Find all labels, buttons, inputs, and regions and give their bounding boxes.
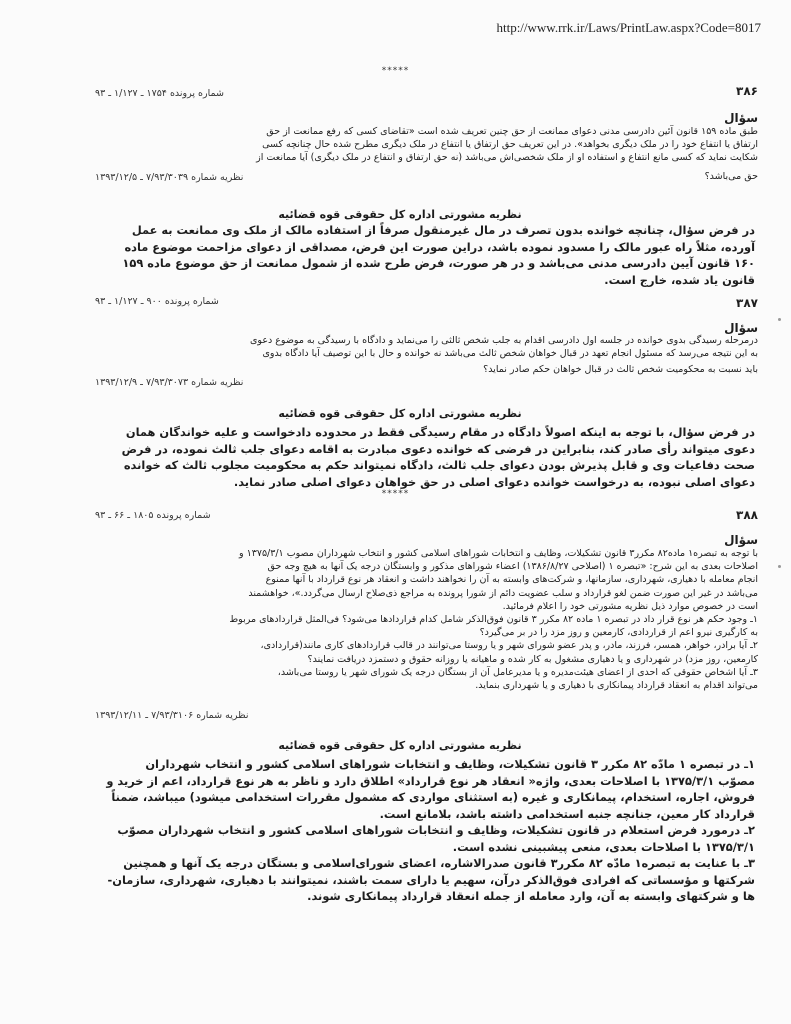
question-heading: سؤال <box>724 111 758 125</box>
source-url: http://www.rrk.ir/Laws/PrintLaw.aspx?Code=8017 <box>496 20 761 35</box>
opinion-title: نظریه مشورتی اداره کل حقوقی قوه قضائیه <box>278 208 522 221</box>
question-line: به کارگیری نیرو اعم از قراردادی، کارمعین و روز مزد را در بر می‌گیرد؟ <box>479 627 758 639</box>
scan-speck <box>778 318 781 321</box>
question-heading: سؤال <box>724 533 758 547</box>
question-line: ۲ـ آیا برادر، خواهر، همسر، فرزند، مادر، و پدر عضو شورای شهر و یا روستا می‌توانند در قالب قراردادهای کاری مانند(قراردادی، <box>260 640 758 652</box>
opinion-line: ها و شرکتهای وابسته به آن، وارد معامله از جمله انعقاد قرارداد پیمانکاری شوند. <box>307 889 755 903</box>
question-line: به این نتیجه می‌رسد که مسئول انجام تعهد در قبال خواهان شخص ثالث می‌باشد نه خوانده و حال با این توصیف آیا دادگاه بدوی <box>262 348 758 360</box>
opinion-line: در فرض سؤال، با توجه به اینکه اصولاً دادگاه در مقام رسیدگی فقط در محدوده دادخواست و علیه خواندگان همان <box>125 425 755 439</box>
opinion-line: فروش، اجاره، استخدام، پیمانکاری و غیره (به استثنای مواردی که مشمول مقررات استخدامی میشود) میباشد، ضمناً <box>111 790 755 804</box>
scan-speck <box>778 565 781 568</box>
question-line: ارتفاق یا انتفاع خود را در ملک دیگری بخواهد». در این تعریف حق ارتفاق یا انتفاع در ملک دیگری مطرح شده حال چنانچه کسی <box>262 139 758 151</box>
question-line: طبق ماده ۱۵۹ قانون آئین دادرسی مدنی دعوای ممانعت از حق چنین تعریف شده است «تقاضای کسی که رفع ممانعت از حق <box>266 126 758 137</box>
item-number: ۳۸۸ <box>736 508 758 522</box>
opinion-line: ۲ـ درمورد فرض استعلام در قانون تشکیلات، وظایف و انتخابات شوراهای اسلامی کشور و انتخاب شهرداران مصوّب <box>117 823 755 837</box>
opinion-title: نظریه مشورتی اداره کل حقوقی قوه قضائیه <box>278 739 522 752</box>
file-number: شماره پرونده ۱۸۰۵ ـ ۶۶ ـ ۹۳ <box>95 510 211 521</box>
question-text <box>58 334 758 377</box>
question-line: می‌باشد در غیر این صورت ضمن لغو قرارداد و سلب عضویت دائم از شورا پرونده به مراجع ذی‌صلاح ارسال می‌گردد.»، خواهشمند <box>248 587 758 599</box>
opinion-line: ۱۳۷۵/۳/۱ با اصلاحات بعدی، منعی پیشبینی نشده است. <box>452 839 755 854</box>
opinion-title: نظریه مشورتی اداره کل حقوقی قوه قضائیه <box>278 407 522 420</box>
separator-middle: ***** <box>381 489 410 499</box>
opinion-text <box>55 222 755 288</box>
opinion-line: ۱۶۰ قانون آیین دادرسی مدنی می‌باشد و در هر صورت، فرض طرح شده از شمول ممانعت از حق موضوع ماده ۱۵۹ <box>122 256 755 270</box>
opinion-line: مصوّب ۱۳۷۵/۳/۱ با اصلاحات بعدی، واژه« انعقاد هر نوع قرارداد» اطلاق دارد و ناظر به هر نوع قرارداد، اعم از خرید و <box>106 773 755 788</box>
question-line: می‌تواند اقدام به انعقاد قرارداد پیمانکاری با دهیاری و یا شهرداری بنماید. <box>475 680 758 692</box>
question-line: ۱ـ وجود حکم هر نوع قرار داد در تبصره ۱ ماده ۸۲ مکرر ۳ قانون فوق‌الذکر شامل کدام قراردادها می‌شود؟ فی‌المثل قراردادهای مربوط <box>229 614 758 626</box>
separator-top: ***** <box>381 66 410 76</box>
question-line: اصلاحات بعدی به این شرح: «تبصره ۱ (اصلاحی ۱۳۸۶/۸/۲۷) اعضاء شوراهای مذکور و وابستگان درجه یک آنها به هیچ وجه حق <box>267 561 758 573</box>
opinion-text <box>55 424 755 490</box>
opinion-line: دعوای اصلی نبوده، به درخواست خوانده دعوای اصلی در حق خواهان دعوای اصلی صادر نماید. <box>233 474 755 489</box>
question-line: شکایت نماید که کسی مانع انتفاع و استفاده او از ملک شخصی‌اش می‌باشد (نه حق ارتفاق و انتفاع در ملک دیگری) آیا ممانعت از <box>256 152 758 164</box>
item-number: ۳۸۷ <box>736 296 758 310</box>
opinion-number: نظریه شماره ۷/۹۳/۳۰۷۳ ـ ۱۳۹۳/۱۲/۹ <box>95 377 244 388</box>
question-line: ۳ـ آیا اشخاص حقوقی که احدی از اعضای هیئت‌مدیره و یا مدیرعامل آن از بستگان درجه یک شورای شهر یا روستا می‌باشد، <box>277 666 758 678</box>
opinion-line: قانون یاد شده، خارج است. <box>604 272 755 287</box>
question-line: است در خصوص موارد ذیل نظریه مشورتی خود را اعلام فرمائید. <box>502 600 758 612</box>
opinion-line: صحت دفاعیات وی و قابل پذیرش بودن دعوای جلب ثالث، دادگاه نمیتواند حکم به محکومیت مجلوب ثالث که خوانده <box>123 458 755 472</box>
file-number: شماره پرونده ۹۰۰ ـ ۱/۱۲۷ ـ ۹۳ <box>95 296 219 307</box>
question-line: انجام معامله با دهیاری، شهرداری، سازمانها، و شرکت‌های وابسته به آن را نخواهند داشت و انعقاد هر نوع قرارداد با آنها ممنوع <box>265 574 758 586</box>
opinion-line: در فرض سؤال، چنانچه خوانده بدون تصرف در مال غیرمنقول صرفاً از استفاده مالک از ملک وی ممانعت به عمل <box>131 223 755 237</box>
opinion-number: نظریه شماره ۷/۹۳/۳۰۳۹ ـ ۱۳۹۳/۱۲/۵ <box>95 172 244 183</box>
question-text <box>58 547 758 692</box>
question-line: حق می‌باشد؟ <box>704 170 758 182</box>
opinion-line: ۱ـ در تبصره ۱ مادّه ۸۲ مکرر ۳ قانون تشکیلات، وظایف و انتخابات شوراهای اسلامی کشور و انتخاب شهرداران <box>145 757 755 771</box>
item-number: ۳۸۶ <box>736 84 758 98</box>
opinion-line: آورده، مثلاً راه عبور مالک را مسدود نموده باشد، دراین صورت این فرض، مصداقی از دعوای مزاحمت موضوع ماده <box>124 239 755 254</box>
opinion-line: ۳ـ با عنایت به تبصره۱ مادّه ۸۲ مکرر۳ قانون صدرالاشاره، اعضای شورای‌اسلامی و بستگان درجه یک آنها و همچنین <box>123 856 755 870</box>
opinion-line: شرکتها و مؤسساتی که افرادی فوق‌الذکر در‌آن، سهیم یا دارای سمت باشند، نمیتوانند با دهیاری، شهرداری، سازمان- <box>107 872 755 887</box>
question-line: درمرحله رسیدگی بدوی خوانده در جلسه اول دادرسی اقدام به جلب شخص ثالثی را می‌نماید و دادگاه با رسیدگی به موضوع دعوی <box>250 335 758 346</box>
file-number: شماره پرونده ۱۷۵۴ ـ ۱/۱۲۷ ـ ۹۳ <box>95 88 224 99</box>
question-heading: سؤال <box>724 321 758 335</box>
question-line: کارمعین، روز مزد) در شهرداری و یا دهیاری مشغول به کار شده و ماهیانه یا روزانه حقوق و دستمزد دریافت نمایند؟ <box>307 653 758 665</box>
opinion-text <box>55 756 755 905</box>
opinion-line: دعوی میتواند رأی صادر کند، بنابراین در فرضی که خوانده دعوی مبادرت به اقامه دعوای جلب ثالث نموده، در فرض <box>121 441 755 456</box>
opinion-number: نظریه شماره ۷/۹۳/۳۱۰۶ ـ ۱۳۹۳/۱۲/۱۱ <box>95 710 249 721</box>
question-line: باید نسبت به محکومیت شخص ثالث در قبال خواهان حکم صادر نماید؟ <box>483 364 758 376</box>
opinion-line: قرارداد کار معین، جنانچه جنبه استخدامی داشته باشد، بلامانع است. <box>379 806 755 821</box>
question-line: با توجه به تبصره۱ ماده۸۲ مکرر۳ قانون تشکیلات، وظایف و انتخابات شوراهای اسلامی کشور و انتخاب شهرداران مصوب ۱۳۷۵/۳/۱ و <box>239 548 758 559</box>
